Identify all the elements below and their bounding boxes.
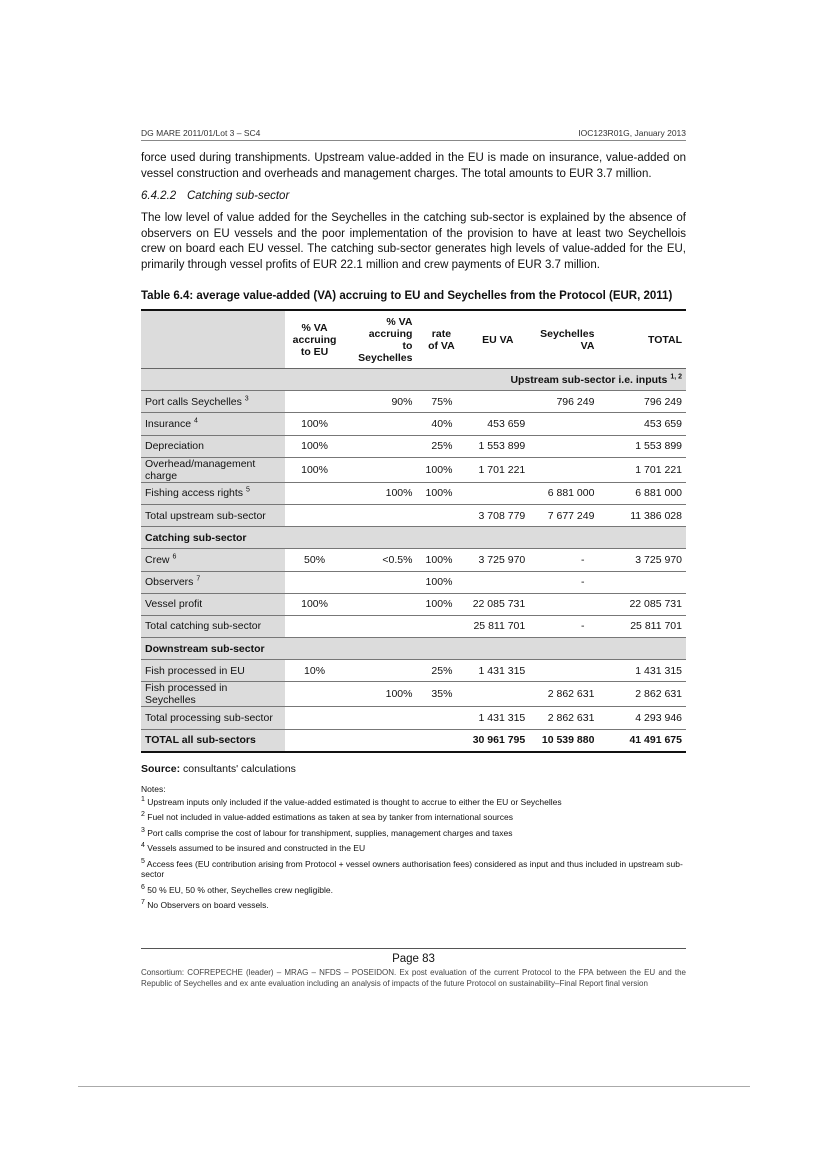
row-label-text: Fishing access rights xyxy=(145,487,244,500)
table-row xyxy=(141,482,686,504)
cell-sey-pct xyxy=(344,435,416,457)
cell-rate: 100% xyxy=(416,549,466,571)
cell-rate xyxy=(416,615,466,637)
note-text: Upstream inputs only included if the value-added estimated is thought to accrue to either the EU or Seychelles xyxy=(144,796,562,807)
note-text: 50 % EU, 50 % other, Seychelles crew negligible. xyxy=(144,884,333,895)
cell-sey-pct: 90% xyxy=(344,391,416,413)
cell-sey-pct: <0.5% xyxy=(344,549,416,571)
table-row xyxy=(141,593,686,615)
row-label xyxy=(141,435,285,457)
note-number: 1 xyxy=(141,795,145,803)
empty-cell xyxy=(285,729,345,752)
table-row xyxy=(141,707,686,729)
subsection-heading xyxy=(141,190,686,202)
note-number: 2 xyxy=(141,811,145,819)
cell-sey-va xyxy=(529,660,598,682)
paragraph-1: force used during transhipments. Upstream value-added in the EU is made on insurance, value-added on vessel construction and overheads and management charges. The total amounts to EUR 3.7 million. xyxy=(141,152,686,180)
table-caption: Table 6.4: average value-added (VA) accruing to EU and Seychelles from the Protocol (EUR, 2011) xyxy=(141,290,673,302)
cell-sey-va xyxy=(529,593,598,615)
cell-total: 11 386 028 xyxy=(598,504,686,526)
subsection-title: Catching sub-sector xyxy=(187,190,290,202)
note-text: Fuel not included in value-added estimations as taken at sea by tanker from international sources xyxy=(144,812,513,822)
cell-sey-pct xyxy=(344,457,416,482)
upstream-section-header xyxy=(141,369,686,391)
table-row xyxy=(141,682,686,707)
table-row xyxy=(141,457,686,482)
cell-eu-va: 1 553 899 xyxy=(466,435,529,457)
table-source xyxy=(141,763,686,775)
note-number: 7 xyxy=(141,899,145,907)
cell-sey-va: 7 677 249 xyxy=(529,504,598,526)
grand-total-row xyxy=(141,729,686,752)
cell-sey-pct xyxy=(344,571,416,593)
note-item xyxy=(141,843,686,854)
cell-rate: 35% xyxy=(416,682,466,707)
cell-sey-pct xyxy=(344,413,416,435)
note-text: No Observers on board vessels. xyxy=(144,900,269,910)
cell-eu-va xyxy=(466,571,529,593)
note-text: Vessels assumed to be insured and constructed in the EU xyxy=(144,843,366,853)
cell-sey-pct xyxy=(344,660,416,682)
cell-eu-va: 1 701 221 xyxy=(466,457,529,482)
cell-rate xyxy=(416,707,466,729)
section-header-cell: Downstream sub-sector xyxy=(141,638,686,660)
row-label-text: Depreciation xyxy=(145,440,204,453)
cell-rate xyxy=(416,504,466,526)
section-header-cell: Catching sub-sector xyxy=(141,527,686,549)
catching-section-header xyxy=(141,527,686,549)
downstream-section-header xyxy=(141,638,686,660)
grand-total-sey-va: 10 539 880 xyxy=(529,729,598,752)
cell-rate: 25% xyxy=(416,435,466,457)
note-item xyxy=(141,828,686,839)
table-body xyxy=(141,369,686,752)
cell-sey-va: 796 249 xyxy=(529,391,598,413)
row-label xyxy=(141,482,285,504)
cell-eu-pct xyxy=(285,707,345,729)
footer-text: Consortium: COFREPECHE (leader) – MRAG – NFDS – POSEIDON. Ex post evaluation of the current Protocol to the FPA between the EU and the Republic of Seychelles and ex ante evaluation including an analysis of impacts of the future Protocol on sustainability–Final Report final version xyxy=(141,968,686,988)
row-label-text: Port calls Seychelles xyxy=(145,395,242,408)
cell-sey-va xyxy=(529,413,598,435)
cell-eu-pct xyxy=(285,391,345,413)
cell-total: 1 553 899 xyxy=(598,435,686,457)
section-note-ref: 1, 2 xyxy=(670,373,682,381)
table-row xyxy=(141,413,686,435)
row-label xyxy=(141,571,285,593)
row-label xyxy=(141,391,285,413)
notes-block xyxy=(141,784,686,916)
row-note-ref: 3 xyxy=(244,395,249,403)
row-label-text: Vessel profit xyxy=(145,598,203,611)
cell-eu-va xyxy=(466,682,529,707)
cell-eu-pct xyxy=(285,482,345,504)
note-item xyxy=(141,797,686,808)
empty-cell xyxy=(344,729,416,752)
source-text: consultants' calculations xyxy=(180,763,296,775)
cell-eu-pct xyxy=(285,682,345,707)
table-row xyxy=(141,660,686,682)
row-label-text: Overhead/management charge xyxy=(145,457,256,482)
header-right: IOC123R01G, January 2013 xyxy=(578,128,686,138)
row-label xyxy=(141,504,285,526)
row-note-ref: 7 xyxy=(196,575,201,583)
cell-total: 1 431 315 xyxy=(598,660,686,682)
cell-eu-va: 3 725 970 xyxy=(466,549,529,571)
row-label xyxy=(141,682,285,707)
cell-eu-va: 1 431 315 xyxy=(466,707,529,729)
header-sey-pct: % VA accruing to Seychelles xyxy=(344,310,416,369)
notes-title: Notes: xyxy=(141,784,166,794)
value-added-table xyxy=(141,309,686,753)
cell-eu-pct xyxy=(285,615,345,637)
header-left: DG MARE 2011/01/Lot 3 – SC4 xyxy=(141,128,261,138)
row-note-ref: 5 xyxy=(245,486,250,494)
cell-eu-pct: 100% xyxy=(285,413,345,435)
cell-rate: 100% xyxy=(416,482,466,504)
cell-eu-va xyxy=(466,482,529,504)
grand-total-eu-va: 30 961 795 xyxy=(466,729,529,752)
cell-total: 453 659 xyxy=(598,413,686,435)
header-sey-va: Seychelles VA xyxy=(529,310,598,369)
cell-rate: 100% xyxy=(416,457,466,482)
note-item xyxy=(141,859,686,880)
row-label xyxy=(141,457,285,482)
row-label-text: Total processing sub-sector xyxy=(145,712,273,725)
row-label xyxy=(141,615,285,637)
cell-sey-pct xyxy=(344,615,416,637)
cell-rate: 100% xyxy=(416,571,466,593)
cell-eu-pct xyxy=(285,504,345,526)
table-row xyxy=(141,571,686,593)
cell-eu-pct: 100% xyxy=(285,457,345,482)
cell-total: 25 811 701 xyxy=(598,615,686,637)
cell-sey-pct: 100% xyxy=(344,482,416,504)
cell-rate: 25% xyxy=(416,660,466,682)
note-text: Port calls comprise the cost of labour for transhipment, supplies, management charges and taxes xyxy=(144,827,513,838)
note-item xyxy=(141,812,686,823)
cell-total: 6 881 000 xyxy=(598,482,686,504)
row-label xyxy=(141,413,285,435)
paragraph-2: The low level of value added for the Seychelles in the catching sub-sector is explained by the absence of observers on EU vessels and the poor implementation of the provision to have at least two Seychellois crew on board each EU vessel. The catching sub-sector generates high levels of value-added for the EU, primarily through vessel profits of EUR 22.1 million and crew payments of EUR 3.7 million. xyxy=(141,212,686,271)
note-number: 6 xyxy=(141,883,145,891)
header-rate: rate of VA xyxy=(416,310,466,369)
header-eu-pct: % VA accruing to EU xyxy=(285,310,345,369)
cell-total: 2 862 631 xyxy=(598,682,686,707)
cell-sey-va: - xyxy=(529,571,598,593)
table-header-row xyxy=(141,310,686,369)
header-total: TOTAL xyxy=(598,310,686,369)
note-number: 3 xyxy=(141,826,145,834)
cell-rate: 75% xyxy=(416,391,466,413)
row-label xyxy=(141,707,285,729)
table-row xyxy=(141,391,686,413)
cell-eu-pct: 100% xyxy=(285,435,345,457)
cell-rate: 100% xyxy=(416,593,466,615)
cell-total: 796 249 xyxy=(598,391,686,413)
table-row xyxy=(141,549,686,571)
cell-eu-va: 3 708 779 xyxy=(466,504,529,526)
header-blank xyxy=(141,310,285,369)
cell-eu-va: 453 659 xyxy=(466,413,529,435)
note-text: Access fees (EU contribution arising from Protocol + vessel owners authorisation fees) considered as input and thus included in upstream sub-sector xyxy=(141,858,683,879)
table-row xyxy=(141,504,686,526)
row-label-text: Fish processed in EU xyxy=(145,664,245,677)
row-label-text: Insurance xyxy=(145,417,192,430)
cell-total: 4 293 946 xyxy=(598,707,686,729)
cell-sey-pct xyxy=(344,504,416,526)
header-eu-va: EU VA xyxy=(466,310,529,369)
cell-eu-va: 1 431 315 xyxy=(466,660,529,682)
note-item xyxy=(141,885,686,896)
cell-sey-va: - xyxy=(529,615,598,637)
subsection-number: 6.4.2.2 xyxy=(141,190,177,202)
cell-total xyxy=(598,571,686,593)
section-title: Upstream sub-sector i.e. inputs xyxy=(510,373,668,386)
bottom-rule xyxy=(78,1086,750,1087)
grand-total-total: 41 491 675 xyxy=(598,729,686,752)
row-label xyxy=(141,660,285,682)
cell-sey-va: 2 862 631 xyxy=(529,682,598,707)
table-row xyxy=(141,435,686,457)
row-label-text: Fish processed in Seychelles xyxy=(145,682,228,707)
cell-sey-va xyxy=(529,435,598,457)
cell-eu-pct xyxy=(285,571,345,593)
note-number: 4 xyxy=(141,842,145,850)
cell-total: 3 725 970 xyxy=(598,549,686,571)
cell-total: 1 701 221 xyxy=(598,457,686,482)
section-header-cell xyxy=(141,369,686,391)
row-label xyxy=(141,593,285,615)
empty-cell xyxy=(416,729,466,752)
cell-sey-va xyxy=(529,457,598,482)
table-row xyxy=(141,615,686,637)
cell-sey-va: 6 881 000 xyxy=(529,482,598,504)
cell-sey-pct: 100% xyxy=(344,682,416,707)
note-item xyxy=(141,900,686,911)
row-label-text: Total catching sub-sector xyxy=(145,620,262,633)
cell-eu-va xyxy=(466,391,529,413)
cell-eu-pct: 10% xyxy=(285,660,345,682)
row-label xyxy=(141,549,285,571)
row-label-text: Observers xyxy=(145,576,194,589)
cell-sey-pct xyxy=(344,593,416,615)
grand-total-label: TOTAL all sub-sectors xyxy=(141,729,285,752)
footer-rule xyxy=(141,948,686,949)
running-header xyxy=(141,128,686,141)
row-note-ref: 4 xyxy=(194,417,198,425)
source-label: Source: xyxy=(141,763,181,775)
cell-eu-va: 22 085 731 xyxy=(466,593,529,615)
note-number: 5 xyxy=(141,857,145,865)
page-number: Page 83 xyxy=(392,953,435,965)
cell-sey-va: 2 862 631 xyxy=(529,707,598,729)
row-note-ref: 6 xyxy=(172,553,177,561)
row-label-text: Total upstream sub-sector xyxy=(145,509,266,522)
cell-rate: 40% xyxy=(416,413,466,435)
cell-eu-va: 25 811 701 xyxy=(466,615,529,637)
cell-sey-pct xyxy=(344,707,416,729)
cell-total: 22 085 731 xyxy=(598,593,686,615)
cell-eu-pct: 50% xyxy=(285,549,345,571)
cell-sey-va: - xyxy=(529,549,598,571)
row-label-text: Crew xyxy=(145,553,170,566)
cell-eu-pct: 100% xyxy=(285,593,345,615)
